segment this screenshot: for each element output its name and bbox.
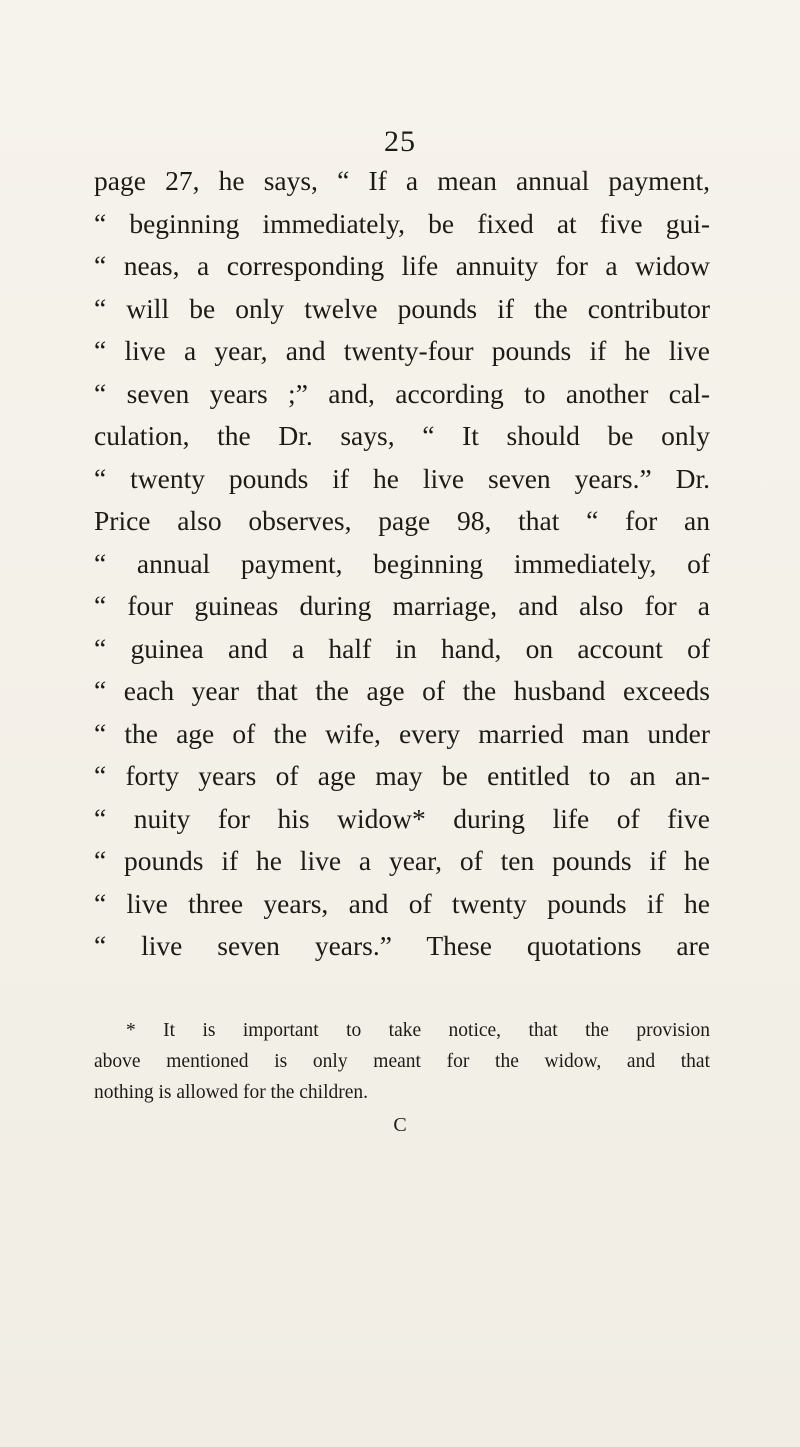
text-line: culation, the Dr. says, “ It should be only <box>94 420 710 451</box>
text-line: page 27, he says, “ If a mean annual payment, <box>94 165 710 196</box>
footnote-line: * It is important to take notice, that the provision <box>126 1020 710 1041</box>
signature-mark: C <box>393 1114 407 1136</box>
body-text <box>94 160 710 968</box>
text-line: “ live seven years.” These quotations are <box>94 930 710 961</box>
page-number: 25 <box>384 125 416 158</box>
text-line: “ forty years of age may be entitled to an an- <box>94 760 710 791</box>
text-line: “ four guineas during marriage, and also for a <box>94 590 710 621</box>
text-line: “ neas, a corresponding life annuity for a widow <box>94 250 710 281</box>
text-line: “ will be only twelve pounds if the contributor <box>94 292 710 324</box>
footnote <box>94 1015 710 1108</box>
text-line: “ each year that the age of the husband exceeds <box>94 675 710 706</box>
text-line: “ nuity for his widow* during life of five <box>94 802 710 834</box>
text-line: “ twenty pounds if he live seven years.” Dr. <box>94 462 710 494</box>
footnote-line: above mentioned is only meant for the widow, and that <box>94 1051 710 1072</box>
footnote-line: nothing is allowed for the children. <box>94 1082 369 1103</box>
text-line: “ live three years, and of twenty pounds if he <box>94 887 710 919</box>
text-line: Price also observes, page 98, that “ for an <box>94 505 710 536</box>
text-line: “ the age of the wife, every married man under <box>94 717 710 749</box>
text-line: “ seven years ;” and, according to another cal- <box>94 377 710 409</box>
text-line: “ live a year, and twenty-four pounds if he live <box>94 335 710 366</box>
text-line: “ beginning immediately, be fixed at five gui- <box>94 207 710 239</box>
text-line: “ guinea and a half in hand, on account of <box>94 632 710 664</box>
text-line: “ annual payment, beginning immediately, of <box>94 547 710 579</box>
text-line: “ pounds if he live a year, of ten pounds if he <box>94 845 710 876</box>
